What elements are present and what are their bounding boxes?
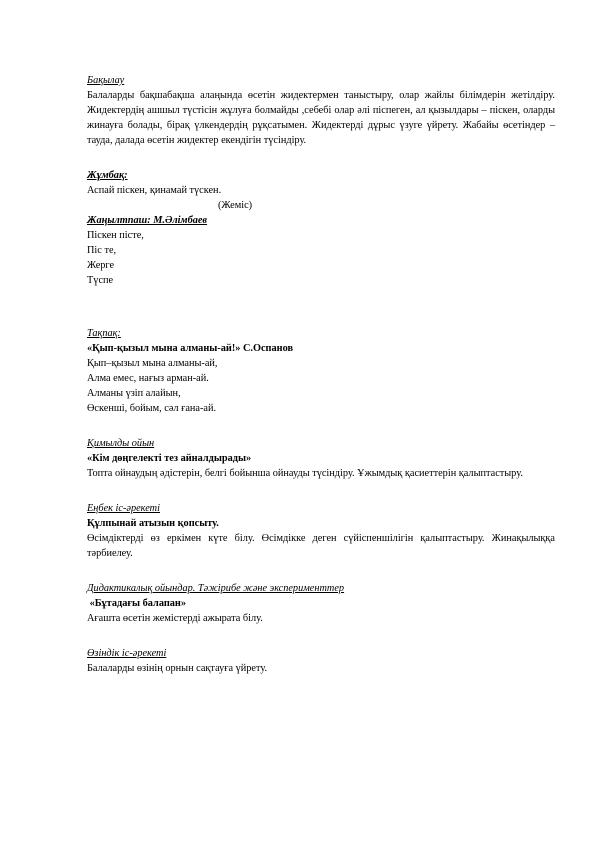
song-line: Өскенші, бойым, сәл ғана-ай. — [87, 403, 217, 414]
independent-heading: Өзіндік іс-әрекеті — [87, 648, 167, 659]
active-game-title: «Кім дөңгелекті тез айналдырады» — [87, 453, 252, 464]
labor-text: Өсімдіктерді өз еркімен күте білу. Өсімдікке деген сүйіспеншілігін қалыптастыру. Жинақылыққа тәрбиелеу. — [87, 533, 555, 559]
didactic-heading: Дидактикалық ойындар. Тәжірибе және эксперименттер — [87, 583, 345, 594]
song-line: Алманы үзіп алайын, — [87, 388, 181, 399]
labor-title: Құлпынай атызын қопсыту. — [87, 518, 219, 529]
independent-text: Балаларды өзінің орнын сақтауға үйрету. — [87, 663, 268, 674]
didactic-title-text: «Бұтадағы балапан» — [89, 598, 187, 609]
observation-heading: Бақылау — [87, 75, 125, 86]
riddle-answer: (Жеміс) — [218, 200, 253, 211]
tongue-twister-heading — [87, 213, 555, 228]
didactic-title — [87, 596, 555, 611]
document-body — [87, 73, 555, 676]
riddle-heading-text: Жұмбақ: — [87, 170, 128, 181]
tongue-twister-line: Піс те, — [87, 245, 117, 256]
labor-heading: Еңбек іс-әрекеті — [87, 503, 160, 514]
riddle-line: Аспай піскен, қинамай түскен. — [87, 185, 222, 196]
riddle-heading — [87, 168, 555, 183]
observation-text: Балаларды бақшабақша алаңында өсетін жидектермен таныстыру, олар жайлы білімдерін жетілдіру. Жидектердің ашшыл түстісін жұлуға болмайды ,себебі олар әлі піспеген, ал қызылдары – піскен, оларды жинауға болады, бірақ үлкендердің рұқсатымен. Жидектерді дұрыс үзуге үйрету. Жабайы өсетіндер – тауда, далада өсетін жидектер екендігін түсіндіру. — [87, 90, 555, 146]
tongue-twister-line: Жерге — [87, 260, 115, 271]
song-line: Қып–қызыл мына алманы-ай, — [87, 358, 218, 369]
tongue-twister-line: Піскен пісте, — [87, 230, 144, 241]
didactic-text: Ағашта өсетін жемістерді ажырата білу. — [87, 613, 263, 624]
active-game-text: Топта ойнаудың әдістерін, белгі бойынша ойнауды түсіндіру. Ұжымдық қасиеттерін қалыптастыру. — [87, 468, 523, 479]
tongue-twister-heading-text: Жаңылтпаш: М.Әлімбаев — [87, 215, 208, 226]
tongue-twister-line: Түспе — [87, 275, 114, 286]
song-title: «Қып-қызыл мына алманы-ай!» С.Оспанов — [87, 343, 294, 354]
active-game-heading: Қимылды ойын — [87, 438, 155, 449]
song-heading: Тақпақ: — [87, 328, 121, 339]
song-line: Алма емес, нағыз арман-ай. — [87, 373, 209, 384]
